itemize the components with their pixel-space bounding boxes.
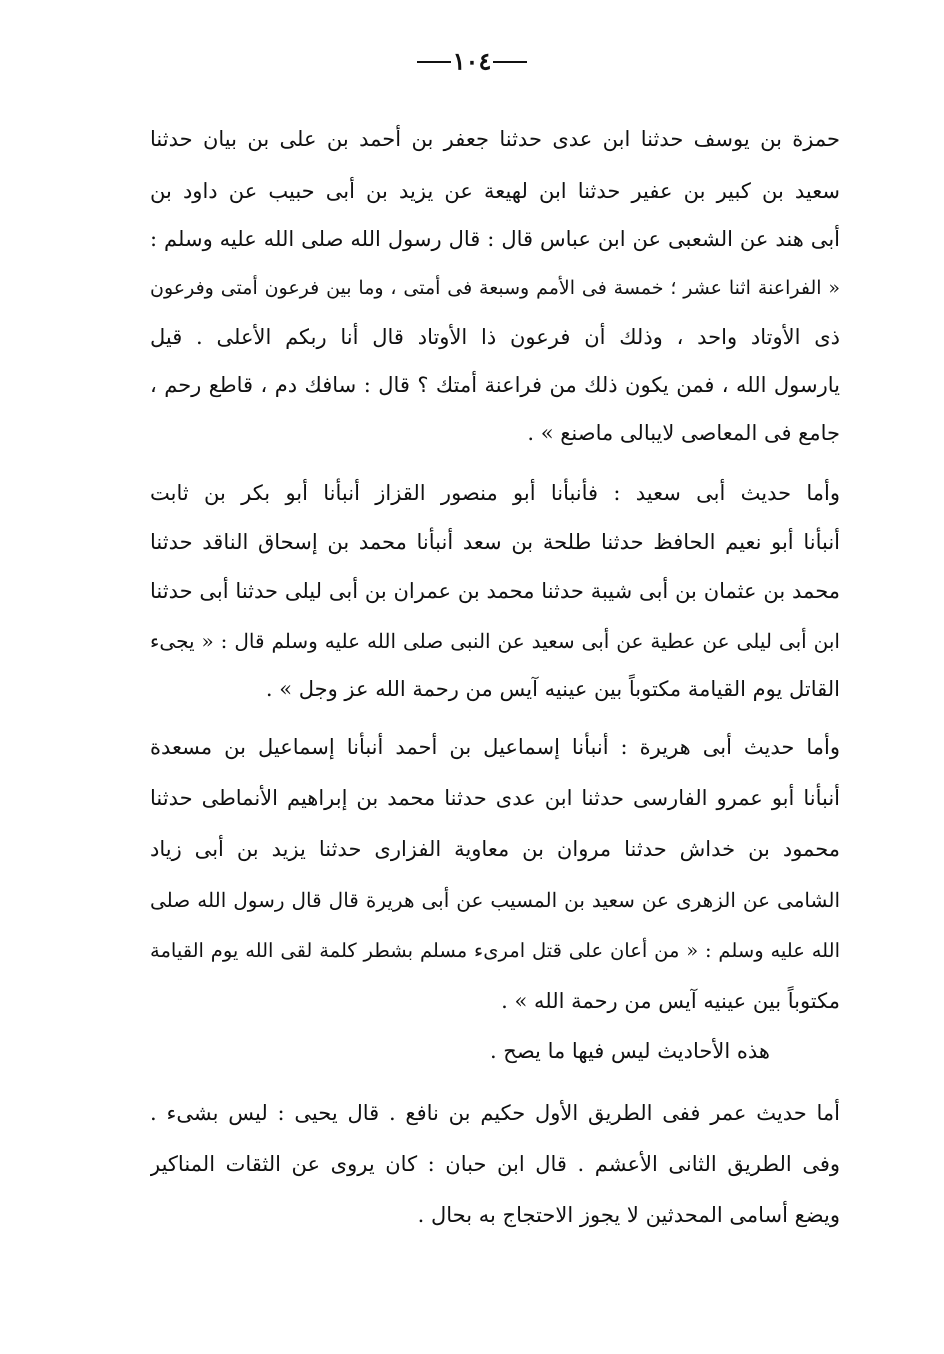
text-line: أنبأنا أبو نعيم الحافظ حدثنا طلحة بن سعد أنبأنا محمد بن إسحاق الناقد حدثنا [150, 530, 840, 554]
text-line: ذى الأوتاد واحد ، وذلك أن فرعون ذا الأوتاد قال أنا ربكم الأعلى . قيل [150, 325, 840, 349]
page-number [0, 44, 944, 78]
text-line: وأما حديث أبى هريرة : أنبأنا إسماعيل بن أحمد أنبأنا إسماعيل بن مسعدة [150, 735, 840, 759]
page-number-right-dash [493, 61, 527, 63]
text-line: أبى هند عن الشعبى عن ابن عباس قال : قال رسول الله صلى الله عليه وسلم : [150, 227, 840, 251]
text-line: أنبأنا أبو عمرو الفارسى حدثنا ابن عدى حدثنا محمد بن إبراهيم الأنماطى حدثنا [150, 786, 840, 810]
text-line: هذه الأحاديث ليس فيها ما يصح . [489, 1039, 770, 1063]
text-line: « الفراعنة اثنا عشر ؛ خمسة فى الأمم وسبعة فى أمتى ، وما بين فرعون أمتى وفرعون [150, 277, 840, 299]
text-line: محمد بن عثمان بن أبى شيبة حدثنا محمد بن عمران بن أبى ليلى حدثنا أبى حدثنا [150, 579, 840, 603]
page-number-value: ١٠٤ [452, 46, 492, 76]
text-line: يارسول الله ، فمن يكون ذلك من فراعنة أمتك ؟ قال : سافك دم ، قاطع رحم ، [150, 373, 840, 397]
text-line: وأما حديث أبى سعيد : فأنبأنا أبو منصور القزاز أنبأنا أبو بكر بن ثابت [150, 481, 840, 505]
text-line: ويضع أسامى المحدثين لا يجوز الاحتجاج به بحال . [417, 1203, 840, 1227]
text-line: ابن أبى ليلى عن عطية عن أبى سعيد عن النبى صلى الله عليه وسلم قال : « يجىء [150, 629, 840, 653]
text-line: مكتوباً بين عينيه آيس من رحمة الله » . [501, 989, 840, 1013]
text-line: الشامى عن الزهرى عن سعيد بن المسيب عن أبى هريرة قال قال رسول الله صلى [150, 888, 840, 912]
text-line: أما حديث عمر ففى الطريق الأول حكيم بن نافع . قال يحيى : ليس بشىء . [150, 1101, 840, 1125]
text-line: الله عليه وسلم : « من أعان على قتل امرىء مسلم بشطر كلمة لقى الله يوم القيامة [150, 939, 840, 962]
text-line: سعيد بن كبير بن عفير حدثنا ابن لهيعة عن يزيد بن أبى حبيب عن داود بن [150, 179, 840, 203]
text-line: محمود بن خداش حدثنا مروان بن معاوية الفزارى حدثنا يزيد بن أبى زياد [150, 837, 840, 861]
text-line: القاتل يوم القيامة مكتوباً بين عينيه آيس من رحمة الله عز وجل » . [265, 677, 840, 701]
page-number-left-dash [417, 61, 451, 63]
text-line: وفى الطريق الثانى الأعشم . قال ابن حبان : كان يروى عن الثقات المناكير [150, 1152, 840, 1176]
text-line: جامع فى المعاصى لايبالى ماصنع » . [527, 421, 840, 445]
text-line: حمزة بن يوسف حدثنا ابن عدى حدثنا جعفر بن أحمد بن على بن بيان حدثنا [150, 127, 840, 151]
